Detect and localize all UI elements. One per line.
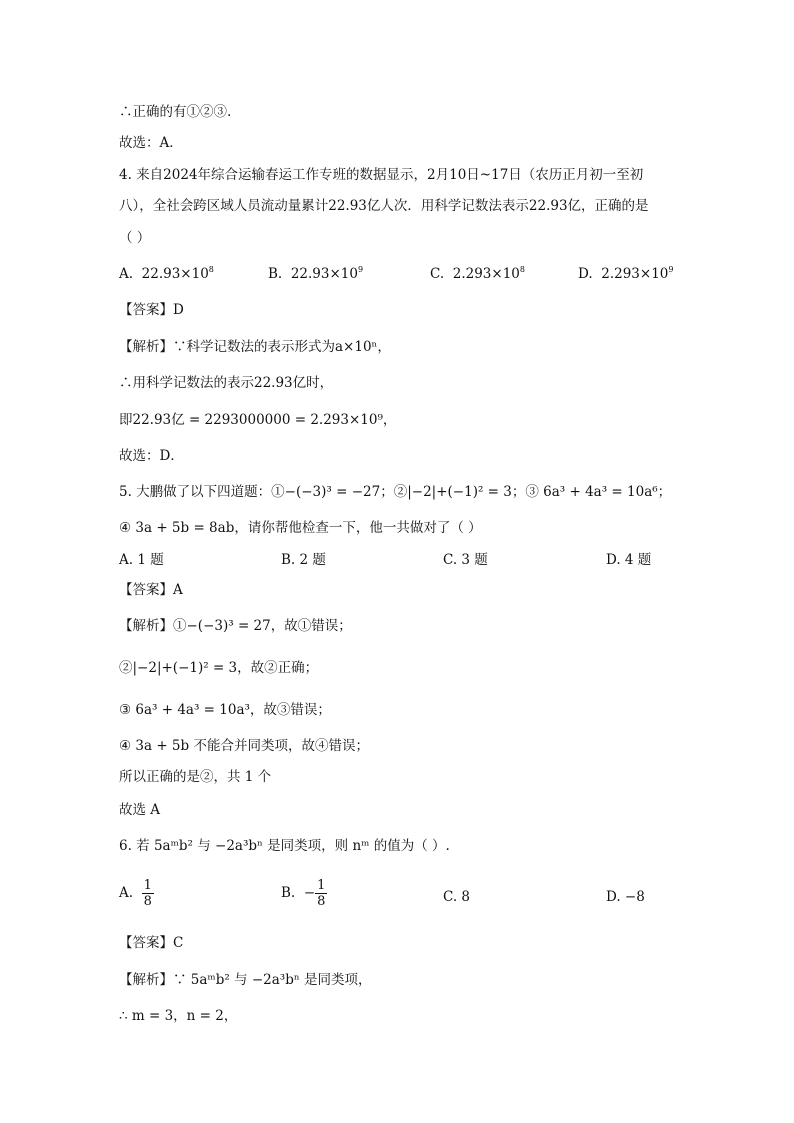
question-5-stem: 5. 大鹏做了以下四道题：①−(−3)³ = −27；②|−2|+(−1)² = 3；③ 6a³ + 4a³ = 10a⁶；	[119, 484, 672, 500]
explanation-line: ∴ m = 3，n = 2，	[119, 1008, 238, 1024]
explanation-line: 【解析】∵ 5aᵐb² 与 −2a³bⁿ 是同类项，	[119, 972, 372, 988]
explanation-line: 【解析】∵科学记数法的表示形式为a×10ⁿ，	[119, 339, 391, 355]
q5-option-c: C. 3 题	[443, 552, 488, 568]
answer-label: 【答案】D	[119, 302, 184, 318]
q6-option-b: B. − $\frac{1}{8}$	[281, 878, 326, 909]
explanation-line: 即22.93亿 = 2293000000 = 2.293×10⁹，	[119, 412, 397, 428]
fraction: $\frac{1}{8}$	[317, 878, 326, 909]
q6-option-a: A. $\frac{1}{8}$	[119, 878, 152, 909]
q5-option-d: D. 4 题	[606, 552, 652, 568]
q5-option-a: A. 1 题	[119, 552, 164, 568]
explanation-line: ∴用科学记数法的表示22.93亿时，	[119, 375, 334, 391]
fraction: $\frac{1}{8}$	[143, 878, 152, 909]
explanation-line: ③ 6a³ + 4a³ = 10a³，故③错误；	[119, 702, 331, 718]
q6-option-c: C. 8	[443, 889, 471, 905]
q4-option-d: D. $2.293\times 10^9$	[578, 265, 674, 282]
q4-option-b: B. $22.93\times 10^9$	[268, 265, 364, 282]
question-4-blank: （ ）	[119, 230, 151, 246]
answer-label: 【答案】C	[119, 935, 184, 951]
question-4-stem: 4. 来自2024年综合运输春运工作专班的数据显示，2月10日~17日（农历正月初一至初	[119, 167, 644, 183]
explanation-line: ②|−2|+(−1)² = 3，故②正确；	[119, 660, 319, 676]
q4-option-a: A. $22.93\times 10^8$	[119, 265, 214, 282]
q5-option-b: B. 2 题	[281, 552, 326, 568]
explanation-line: 所以正确的是②，共 1 个	[119, 769, 272, 785]
question-5-stem: ④ 3a + 5b = 8ab，请你帮他检查一下，他一共做对了（ ）	[119, 520, 482, 536]
explanation-line: 故选 A	[119, 802, 161, 818]
explanation-line: 故选：D．	[119, 448, 184, 464]
q4-option-c: C. $2.293\times 10^8$	[430, 265, 525, 282]
question-4-stem: 八），全社会跨区域人员流动量累计22.93亿人次．用科学记数法表示22.93亿，正确的是	[119, 198, 649, 214]
q6-option-d: D. −8	[606, 889, 645, 905]
question-6-stem: 6. 若 5aᵐb² 与 −2a³bⁿ 是同类项，则 nᵐ 的值为（ ）.	[119, 838, 450, 854]
text-line: 故选：A．	[119, 135, 183, 151]
text-line: ∴正确的有①②③.	[119, 104, 232, 120]
answer-label: 【答案】A	[119, 582, 183, 598]
explanation-line: 【解析】①−(−3)³ = 27，故①错误；	[119, 618, 352, 634]
explanation-line: ④ 3a + 5b 不能合并同类项，故④错误；	[119, 738, 369, 754]
